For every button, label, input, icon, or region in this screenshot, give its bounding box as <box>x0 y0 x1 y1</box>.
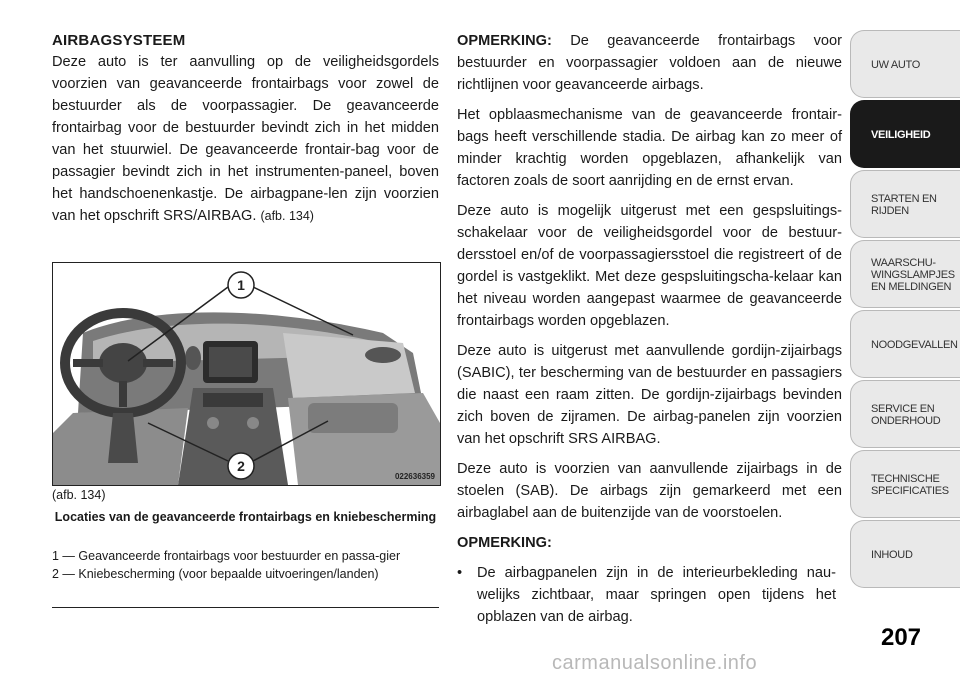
callout-2-label: 2 <box>237 458 245 474</box>
legend-item-1: 1 — Geavanceerde frontairbags voor bestuurder en passa-gier <box>52 549 401 563</box>
chapter-tabs <box>850 30 960 590</box>
right-column <box>457 30 842 628</box>
tab-label: SERVICE EN ONDERHOUD <box>871 403 941 427</box>
callout-1-label: 1 <box>237 277 245 293</box>
tab-label: STARTEN EN RIJDEN <box>871 193 937 217</box>
paragraph-seat-airbags: Deze auto is voorzien van aanvullende zijairbags in de stoelen (SAB). De airbags zijn gemarkeerd met een airbaglabel aan de buitenzijde van de voorstoelen. <box>457 461 842 521</box>
tab-label: TECHNISCHE SPECIFICATIES <box>871 473 949 497</box>
note-bullet <box>457 562 842 628</box>
tab-waarschuwingslampjes[interactable] <box>850 240 960 308</box>
dashboard-illustration <box>53 263 440 485</box>
note-text: De geavanceerde frontairbags voor bestuurder en voorpassagier voldoen aan de nieuwe richtlijnen voor geavanceerde airbags. <box>457 33 842 93</box>
tab-label: INHOUD <box>871 549 913 561</box>
figure-legend <box>52 548 439 584</box>
note-paragraph <box>457 30 842 96</box>
bullet-dot: • <box>457 565 463 581</box>
paragraph-inflation: Het opblaasmechanisme van de geavanceerde frontair-bags heeft verschillende stadia. De airbag kan zo meer of minder krachtig worden opgeblazen, afhankelijk van factoren zoals de soort aanrijding en de ernst ervan. <box>457 107 842 189</box>
section-heading: AIRBAGSYSTEEM <box>52 32 186 49</box>
watermark: carmanualsonline.info <box>552 652 758 674</box>
intro-paragraph <box>52 51 439 227</box>
glovebox <box>308 403 398 433</box>
legend-item-2: 2 — Kniebescherming (voor bepaalde uitvoeringen/landen) <box>52 567 379 581</box>
tab-inhoud[interactable] <box>850 520 960 588</box>
bullet-text: De airbagpanelen zijn in de interieurbekleding nau-welijks zichtbaar, maar springen open tijdens het opblazen van de airbag. <box>477 565 836 625</box>
tab-noodgevallen[interactable] <box>850 310 960 378</box>
figure-code: 022636359 <box>394 472 435 481</box>
tab-starten-en-rijden[interactable] <box>850 170 960 238</box>
note-label: OPMERKING: <box>457 33 552 49</box>
paragraph-buckle-switch: Deze auto is mogelijk uitgerust met een gespsluitings-schakelaar voor de veiligheidsgordel voor de bestuur-dersstoel en/of de voorpassagiersstoel die registreert of de gordel is vastgeklikt. Met deze gespsluitingscha-kelaar kan het niveau worden aangepast waarmee de geavanceerde frontairbags worden opgeblazen. <box>457 203 842 329</box>
figure-caption-ref: (afb. 134) <box>52 488 106 502</box>
passenger-airbag-panel <box>283 333 415 398</box>
tab-label: NOODGEVALLEN <box>871 339 958 351</box>
tab-service-en-onderhoud[interactable] <box>850 380 960 448</box>
dashboard-figure <box>52 262 441 486</box>
figure-reference: (afb. 134) <box>260 209 314 223</box>
figure-caption-title: Locaties van de geavanceerde frontairbags en kniebescherming <box>54 510 437 524</box>
tab-technische-specificaties[interactable] <box>850 450 960 518</box>
left-column <box>52 30 439 227</box>
legend-rule <box>52 607 439 608</box>
paragraph-curtain-airbags: Deze auto is uitgerust met aanvullende gordijn-zijairbags (SABIC), ter bescherming van de bestuurder en passagiers die naast een raam zitten. De gordijn-zijairbags bevinden zich boven de zijramen. De airbag-panelen zijn voorzien van het opschrift SRS AIRBAG. <box>457 343 842 447</box>
steering-hub <box>99 343 147 383</box>
tab-uw-auto[interactable] <box>850 30 960 98</box>
intro-text: Deze auto is ter aanvulling op de veiligheidsgordels voorzien van geavanceerde frontairbags voor zowel de bestuurder als de voorpassagier. De geavanceerde frontairbag voor de bestuurder bevindt zich in het midden van het stuurwiel. De geavanceerde frontair-bag voor de passagier bevindt zich in het instrumenten-paneel, boven het handschoenenkastje. De airbagpane-len zijn voorzien van het opschrift SRS/AIRBAG. <box>52 54 439 224</box>
tab-label: WAARSCHU-WINGSLAMPJES EN MELDINGEN <box>871 257 955 293</box>
note2-label: OPMERKING: <box>457 535 552 551</box>
tab-label: UW AUTO <box>871 59 921 71</box>
tab-veiligheid[interactable] <box>850 100 960 168</box>
page-number: 207 <box>880 624 922 651</box>
tab-label: VEILIGHEID <box>871 129 931 141</box>
